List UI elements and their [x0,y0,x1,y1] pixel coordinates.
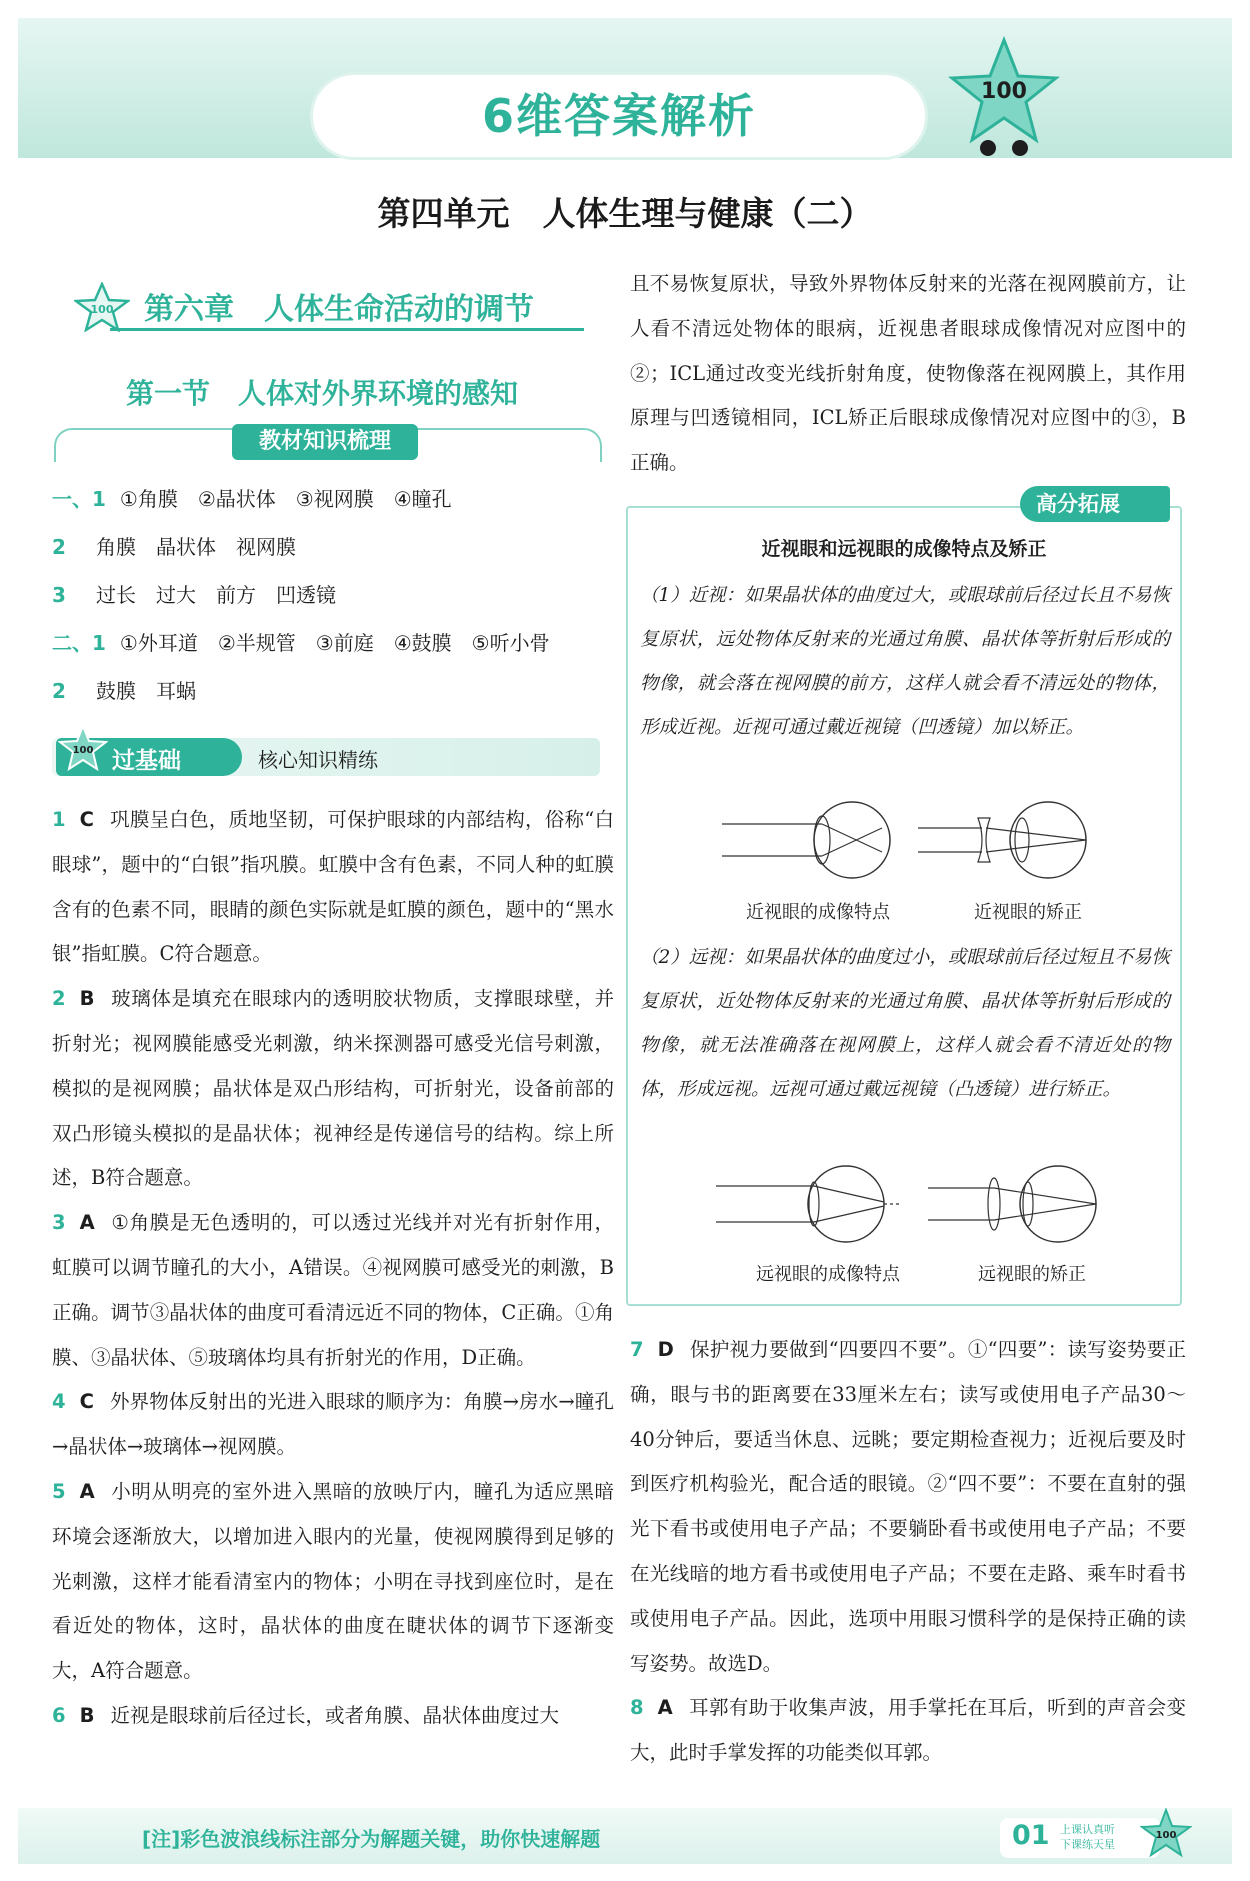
extension-title: 近视眼和远视眼的成像特点及矫正 [761,538,1047,560]
banner-title: 6维答案解析 [481,89,756,143]
chapter-underline [110,328,584,331]
answers-right-column [630,1328,1186,1776]
answer-text: 巩膜呈白色，质地坚韧，可保护眼球的内部结构，俗称“白眼球”，题中的“白银”指巩膜。虹膜中含有色素，不同人种的虹膜含有的色素不同，眼睛的颜色实际就是虹膜的颜色，题中的“黑水银”指虹膜。C符合题意。 [52,808,614,966]
answer-item [52,1201,614,1380]
footer-slogan [1060,1822,1115,1852]
knowledge-num: 一、1 [52,487,106,511]
answer-number: 1 [52,808,66,831]
basic-subtitle: 核心知识精练 [258,748,378,772]
answer-number: 4 [52,1390,66,1414]
answer-number: 7 [630,1338,644,1361]
answer-text: 保护视力要做到“四要四不要”。①“四要”：读写姿势要正确，眼与书的距离要在33厘米左右；读写或使用电子产品30～40分钟后，要适当休息、远眺；要定期检查视力；近视后要及时到医疗机构验光，配合适的眼镜。②“四不要”：不要在直射的强光下看书或使用电子产品；不要躺卧看书或使用电子产品；不要在光线暗的地方看书或使用电子产品；不要在走路、乘车时看书或使用电子产品。因此，选项中用眼习惯科学的是保持正确的读写姿势。故选D。 [630,1338,1186,1675]
answer-letter: D [657,1338,674,1361]
answer-letter: A [657,1696,673,1720]
unit-title: 第四单元 人体生理与健康（二） [377,194,873,233]
star-badge-icon [74,282,130,332]
svg-text:100: 100 [1155,1830,1177,1841]
knowledge-row [52,676,612,724]
answer-number: 5 [52,1479,66,1503]
answer-item [52,1470,614,1694]
knowledge-row [52,628,612,676]
answer-letter: A [79,1211,95,1235]
svg-text:100: 100 [72,745,94,756]
knowledge-num: 二、1 [52,631,106,655]
caption-hyperopia-imaging: 远视眼的成像特点 [756,1264,900,1285]
knowledge-bar-label: 教材知识梳理 [232,424,418,460]
answer-item [630,1328,1186,1686]
section-title: 第一节 人体对外界环境的感知 [125,377,518,410]
svg-text:100: 100 [90,303,114,316]
footer-star-mascot-icon [1140,1808,1192,1862]
page-number: 01 [1012,1820,1050,1851]
answer-number: 3 [52,1211,66,1235]
knowledge-text: 角膜 晶状体 视网膜 [96,535,296,559]
answer-text: 近视是眼球前后径过长，或者角膜、晶状体曲度过大 [110,1703,559,1727]
extension-tag: 高分拓展 [1020,486,1170,522]
hyperopia-text: （2）远视：如果晶状体的曲度过小，或眼球前后径过短且不易恢复原状，近处物体反射来的光通过角膜、晶状体等折射后形成的物像，就无法准确落在视网膜上，这样人就会看不清近处的物体，形成远视。远视可通过戴远视镜（凸透镜）进行矫正。 [640,947,1170,1100]
footer-note: [注]彩色波浪线标注部分为解题关键，助你快速解题 [142,1827,601,1851]
hyperopia-imaging-diagram [716,1162,906,1246]
answer-letter: C [79,1390,94,1414]
knowledge-text: ①角膜 ②晶状体 ③视网膜 ④瞳孔 [119,487,452,511]
star-mascot-icon [948,36,1060,160]
knowledge-text: 鼓膜 耳蜗 [96,679,196,703]
caption-myopia-correction: 近视眼的矫正 [974,902,1082,923]
answer-item [52,798,614,977]
answer-item [52,1380,614,1470]
answer-letter: C [79,808,94,831]
myopia-text: （1）近视：如果晶状体的曲度过大，或眼球前后径过长且不易恢复原状，远处物体反射来的光通过角膜、晶状体等折射后形成的物像，就会落在视网膜的前方，这样人就会看不清远处的物体，形成近视。近视可通过戴近视镜（凹透镜）加以矫正。 [640,585,1170,738]
caption-hyperopia-correction: 远视眼的矫正 [978,1264,1086,1285]
knowledge-row [52,532,612,580]
knowledge-num: 3 [52,583,66,607]
knowledge-row [52,484,612,532]
answer-text: ①角膜是无色透明的，可以透过光线并对光有折射作用，虹膜可以调节瞳孔的大小，A错误。④视网膜可感受光的刺激，B正确。调节③晶状体的曲度可看清远近不同的物体，C正确。①角膜、③晶状体、⑤玻璃体均具有折射光的作用，D正确。 [52,1211,614,1369]
star-mascot-small-icon [58,724,108,774]
hyperopia-correction-diagram [928,1162,1108,1246]
knowledge-row [52,580,612,628]
basic-label: 过基础 [112,748,181,774]
answer-letter: B [79,987,95,1011]
answer-text: 小明从明亮的室外进入黑暗的放映厅内，瞳孔为适应黑暗环境会逐渐放大，以增加进入眼内的光量，使视网膜得到足够的光刺激，这样才能看清室内的物体；小明在寻找到座位时，是在看近处的物体，这时，晶状体的曲度在睫状体的调节下逐渐变大，A符合题意。 [52,1479,614,1683]
answer-letter: B [79,1703,95,1727]
answers-left-column [52,798,614,1739]
answer-text: 玻璃体是填充在眼球内的透明胶状物质，支撑眼球壁，并折射光；视网膜能感受光刺激，纳米探测器可感受光信号刺激，模拟的是视网膜；晶状体是双凸形结构，可折射光，设备前部的双凸形镜头模拟的是晶状体；视神经是传递信号的结构。综上所述，B符合题意。 [52,987,614,1190]
answer-item [52,1694,614,1739]
answer-item [52,977,614,1201]
chapter-title: 第六章 人体生命活动的调节 [144,292,534,327]
answer-continuation: 且不易恢复原状，导致外界物体反射来的光落在视网膜前方，让人看不清远处物体的眼病，近视患者眼球成像情况对应图中的②；ICL通过改变光线折射角度，使物像落在视网膜上，其作用原理与凹透镜相同，ICL矫正后眼球成像情况对应图中的③，B正确。 [630,272,1186,475]
knowledge-num: 2 [52,535,66,559]
knowledge-text: 过长 过大 前方 凹透镜 [96,583,336,607]
answer-letter: A [79,1479,95,1503]
caption-myopia-imaging: 近视眼的成像特点 [746,902,890,923]
answer-number: 6 [52,1703,66,1727]
myopia-correction-diagram [918,800,1098,880]
answer-item [630,1686,1186,1776]
knowledge-num: 2 [52,679,66,703]
knowledge-list [52,484,612,724]
myopia-imaging-diagram [722,800,902,880]
slogan-line-2: 下课练天星 [1060,1838,1115,1851]
chapter-heading [74,282,584,332]
answer-text: 耳郭有助于收集声波，用手掌托在耳后，听到的声音会变大，此时手掌发挥的功能类似耳郭。 [630,1696,1186,1765]
slogan-line-1: 上课认真听 [1060,1823,1115,1836]
answer-number: 8 [630,1696,644,1720]
knowledge-text: ①外耳道 ②半规管 ③前庭 ④鼓膜 ⑤听小骨 [119,631,550,655]
answer-text: 外界物体反射出的光进入眼球的顺序为：角膜→房水→瞳孔→晶状体→玻璃体→视网膜。 [52,1390,614,1459]
answer-number: 2 [52,987,66,1011]
svg-text:100: 100 [981,79,1027,104]
